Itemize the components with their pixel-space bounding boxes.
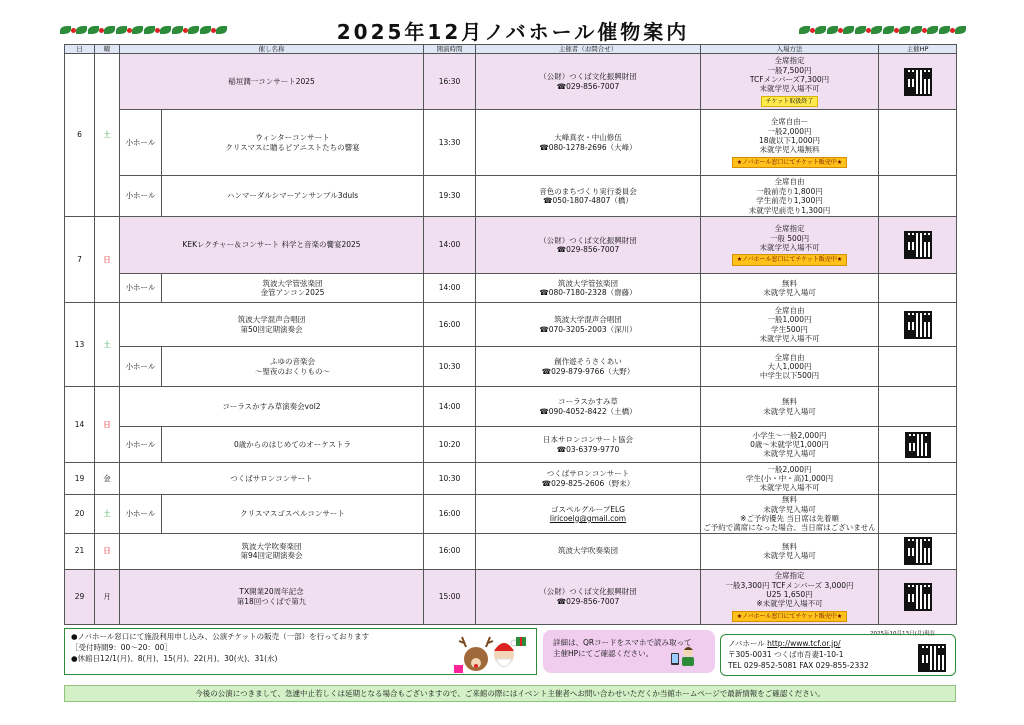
organizer-cell: （公財）つくば文化振興財団 ☎029-856-7007 — [476, 569, 701, 624]
organizer-cell: ゴスペルグループELG liricoelg@gmail.com — [476, 495, 701, 534]
start-time: 14:00 — [424, 217, 476, 274]
table-row — [65, 463, 957, 495]
start-time: 16:00 — [424, 495, 476, 534]
organizer-cell: コーラスかすみ草 ☎090-4052-8422（土橋） — [476, 387, 701, 427]
qr-code-icon[interactable] — [918, 644, 946, 672]
organizer-name: （公財）つくば文化振興財団 — [539, 72, 637, 82]
col-time: 開演時間 — [424, 45, 476, 54]
hall-label: 小ホール — [120, 495, 162, 534]
start-time: 19:30 — [424, 176, 476, 217]
table-header-row — [65, 45, 957, 54]
organizer-cell: 日本サロンコンサート協会 ☎03-6379-9770 — [476, 427, 701, 463]
col-weekday: 曜 — [95, 45, 120, 54]
day-cell: 21 — [65, 533, 95, 569]
col-day: 日 — [65, 45, 95, 54]
col-event: 催し名称 — [120, 45, 424, 54]
admission-cell: 一般2,000円 学生(小・中・高)1,000円 未就学児入場不可 — [701, 463, 879, 495]
santa-reindeer-illustration — [452, 633, 532, 677]
start-time: 16:00 — [424, 533, 476, 569]
day-cell: 19 — [65, 463, 95, 495]
start-time: 10:30 — [424, 347, 476, 387]
hp-cell — [879, 347, 957, 387]
table-row — [65, 176, 957, 217]
table-row — [65, 217, 957, 274]
admission-cell: 全席自由 一般1,000円 学生500円 未就学児入場不可 — [701, 303, 879, 347]
hp-label: ノバホール — [728, 639, 765, 648]
ticket-sale-badge: ★ノバホール窓口にてチケット販売中★ — [732, 157, 848, 169]
organizer-cell — [476, 54, 701, 110]
event-name: 筑波大学混声合唱団 第50回定期演奏会 — [120, 303, 424, 347]
organizer-cell: 音色のまちづくり実行委員会 ☎050-1807-4807（橋） — [476, 176, 701, 217]
page-title: 2025年12月ノバホール催物案内 — [336, 19, 690, 44]
as-of-date: 2025年10月13日(月)現在 — [870, 631, 936, 637]
qr-code-icon[interactable] — [904, 68, 932, 96]
event-name: 筑波大学吹奏楽団 第94回定期演奏会 — [120, 533, 424, 569]
event-name: TX開業20周年記念 第18回つくばで第九 — [120, 569, 424, 624]
admission-cell: 全席指定 一般7,500円 TCFメンバーズ7,300円 未就学児入場不可 チケット取扱終了 — [701, 54, 879, 110]
organizer-cell: 創作遊そうさくあい ☎029-879-9766（大野） — [476, 347, 701, 387]
organizer-cell: つくばサロンコンサート ☎029-825-2606（野末） — [476, 463, 701, 495]
start-time: 16:00 — [424, 303, 476, 347]
notice-line: ●休館日12/1(月)、8(月)、15(月)、22(月)、30(火)、31(水) — [71, 653, 278, 663]
day-cell: 29 — [65, 569, 95, 624]
ticket-sale-badge: ★ノバホール窓口にてチケット販売中★ — [732, 611, 848, 623]
table-row — [65, 347, 957, 387]
day-cell: 7 — [65, 217, 95, 303]
hall-label: 小ホール — [120, 347, 162, 387]
start-time: 15:00 — [424, 569, 476, 624]
hp-cell — [879, 569, 957, 624]
hp-cell — [879, 463, 957, 495]
notice-line: ［受付時間9：00〜20：00］ — [71, 642, 172, 652]
day-cell: 6 — [65, 54, 95, 217]
qr-code-icon[interactable] — [904, 231, 932, 259]
ticket-sale-badge: ★ノバホール窓口にてチケット販売中★ — [732, 254, 848, 266]
qr-code-icon[interactable] — [904, 583, 932, 611]
hall-label: 小ホール — [120, 110, 162, 176]
hp-cell — [879, 533, 957, 569]
admission-cell: 全席自由 大人1,000円 中学生以下500円 — [701, 347, 879, 387]
event-name: ふゆの音楽会 〜聖夜のおくりもの〜 — [162, 347, 424, 387]
organizer-cell: 大峰真衣・中山修伍 ☎080-1278-2696（大峰） — [476, 110, 701, 176]
admission-cell: 無料 未就学児入場可 ※ご予約優先 当日席は先着順 ご予約で満席になった場合、当日席はございません — [701, 495, 879, 534]
event-name: ハンマーダルシマーアンサンブル3duls — [162, 176, 424, 217]
col-organizer: 主催者（お問合せ） — [476, 45, 701, 54]
hp-cell — [879, 303, 957, 347]
hall-label: 小ホール — [120, 427, 162, 463]
qr-code-icon[interactable] — [904, 311, 932, 339]
holly-decoration-right — [799, 26, 966, 34]
hp-cell — [879, 110, 957, 176]
event-name: つくばサロンコンサート — [120, 463, 424, 495]
event-name: 0歳からのはじめてのオーケストラ — [162, 427, 424, 463]
organizer-cell: 筑波大学管弦楽団 ☎080-7180-2328（齋藤） — [476, 274, 701, 303]
weekday-cell: 土 — [95, 54, 120, 217]
event-name: 稲垣潤一コンサート2025 — [120, 54, 424, 110]
ticket-status-badge: チケット取扱終了 — [761, 96, 818, 108]
hp-cell — [879, 495, 957, 534]
weekday-cell: 土 — [95, 495, 120, 534]
hall-label: 小ホール — [120, 274, 162, 303]
day-cell: 20 — [65, 495, 95, 534]
table-row — [65, 274, 957, 303]
event-name: コーラスかすみ草演奏会vol2 — [120, 387, 424, 427]
hp-cell — [879, 387, 957, 427]
weekday-cell: 日 — [95, 217, 120, 303]
weekday-cell: 土 — [95, 303, 120, 387]
hp-cell — [879, 176, 957, 217]
col-hp: 主催HP — [879, 45, 957, 54]
cancellation-notice: 今後の公演につきまして、急遽中止若しくは延期となる場合もございますので、ご来館の際にはイベント主催者へお問い合わせいただくか当館ホームページで最新情報をご確認ください。 — [64, 685, 956, 702]
organizer-cell: （公財）つくば文化振興財団 ☎029-856-7007 — [476, 217, 701, 274]
holly-decoration-left — [60, 26, 227, 34]
hp-cell — [879, 274, 957, 303]
start-time: 14:00 — [424, 387, 476, 427]
venue-phone-fax: TEL 029-852-5081 FAX 029-855-2332 — [728, 660, 869, 670]
venue-website-link[interactable]: http://www.tcf.or.jp/ — [767, 639, 841, 648]
day-cell: 14 — [65, 387, 95, 463]
weekday-cell: 月 — [95, 569, 120, 624]
admission-cell: 全席自由 一般前売り1,800円 学生前売り1,300円 未就学児前売り1,300円 — [701, 176, 879, 217]
organizer-email[interactable]: liricoelg@gmail.com — [549, 513, 627, 523]
event-name: KEKレクチャー＆コンサート 科学と音楽の饗宴2025 — [120, 217, 424, 274]
event-schedule-table — [64, 44, 957, 625]
hp-cell — [879, 54, 957, 110]
page-header — [60, 18, 966, 42]
table-row — [65, 427, 957, 463]
qr-hint-box: 詳細は、QRコードをスマホで読み取って 主催HPにてご確認ください。 — [543, 630, 715, 673]
admission-cell: 無料 未就学児入場可 — [701, 387, 879, 427]
admission-cell: 全席指定 一般3,300円 TCFメンバーズ 3,000円 U25 1,650円 ※未就学児入場不可 ★ノバホール窓口にてチケット販売中★ — [701, 569, 879, 624]
day-cell: 13 — [65, 303, 95, 387]
table-row — [65, 569, 957, 624]
qr-code-icon[interactable] — [904, 537, 932, 565]
admission-cell: 全席自由ー 一般2,000円 18歳以下1,000円 未就学児入場無料 ★ノバホール窓口にてチケット販売中★ — [701, 110, 879, 176]
start-time: 14:00 — [424, 274, 476, 303]
hp-cell — [879, 217, 957, 274]
table-row — [65, 303, 957, 347]
table-row — [65, 533, 957, 569]
weekday-cell: 金 — [95, 463, 120, 495]
organizer-phone: ☎029-856-7007 — [556, 81, 620, 91]
col-admission: 入場方法 — [701, 45, 879, 54]
table-row — [65, 495, 957, 534]
event-name: 筑波大学管弦楽団 金管アンコン2025 — [162, 274, 424, 303]
weekday-cell: 日 — [95, 533, 120, 569]
admission-cell: 無料 未就学児入場可 — [701, 533, 879, 569]
weekday-cell: 日 — [95, 387, 120, 463]
admission-cell: 全席指定 一般 500円 未就学児入場不可 ★ノバホール窓口にてチケット販売中★ — [701, 217, 879, 274]
start-time: 16:30 — [424, 54, 476, 110]
table-row — [65, 54, 957, 110]
table-row — [65, 387, 957, 427]
hp-cell — [879, 427, 957, 463]
organizer-cell: 筑波大学吹奏楽団 — [476, 533, 701, 569]
admission-cell: 無料 未就学児入場可 — [701, 274, 879, 303]
notice-line: ●ノバホール窓口にて施設利用申し込み、公演チケットの販売（一部）を行っております — [71, 632, 370, 641]
event-name: クリスマスゴスペルコンサート — [162, 495, 424, 534]
hall-label: 小ホール — [120, 176, 162, 217]
organizer-cell: 筑波大学混声合唱団 ☎070-3205-2003（深川） — [476, 303, 701, 347]
event-name: ウィンターコンサート クリスマスに贈るピアニストたちの響宴 — [162, 110, 424, 176]
qr-code-icon[interactable] — [905, 432, 931, 458]
start-time: 10:20 — [424, 427, 476, 463]
venue-address: 〒305-0031 つくば市吾妻1-10-1 — [728, 649, 844, 659]
start-time: 13:30 — [424, 110, 476, 176]
start-time: 10:30 — [424, 463, 476, 495]
admission-cell: 小学生〜一般2,000円 0歳〜未就学児1,000円 未就学児入場可 — [701, 427, 879, 463]
table-row — [65, 110, 957, 176]
smartphone-reader-illustration — [668, 645, 698, 667]
